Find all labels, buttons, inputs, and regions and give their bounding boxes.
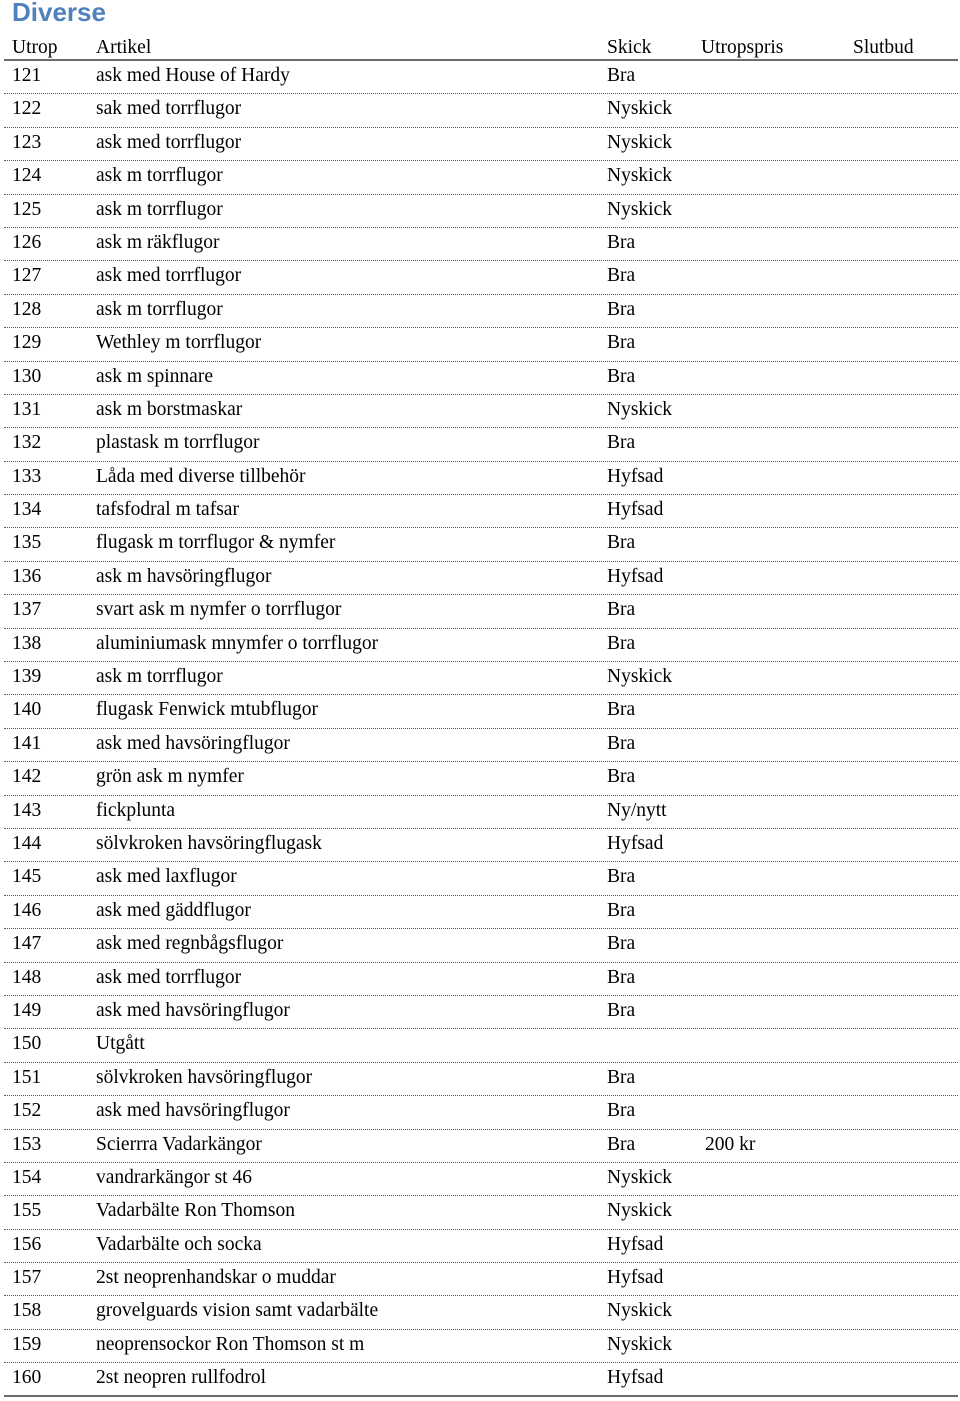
cell-utrop: 133 <box>12 465 42 487</box>
table-row <box>4 796 958 829</box>
cell-utrop: 127 <box>12 265 42 287</box>
cell-utrop: 151 <box>12 1066 42 1088</box>
cell-skick: Hyfsad <box>607 1233 664 1255</box>
cell-artikel: ask med regnbågsflugor <box>96 933 284 955</box>
cell-artikel: grovelguards vision samt vadarbälte <box>96 1300 379 1322</box>
cell-artikel: Scierrra Vadarkängor <box>96 1133 262 1155</box>
table-row <box>4 428 958 461</box>
cell-skick: Bra <box>607 432 636 454</box>
cell-artikel: ask med torrflugor <box>96 131 242 153</box>
cell-skick: Bra <box>607 899 636 921</box>
column-header-skick: Skick <box>607 37 652 58</box>
table-row <box>4 462 958 495</box>
table-row <box>4 862 958 895</box>
cell-skick: Bra <box>607 532 636 554</box>
column-header-utrop: Utrop <box>12 37 58 58</box>
cell-artikel: svart ask m nymfer o torrflugor <box>96 599 342 621</box>
table-row <box>4 729 958 762</box>
cell-artikel: 2st neopren rullfodrol <box>96 1367 267 1389</box>
cell-utrop: 159 <box>12 1333 42 1355</box>
cell-artikel: ask med torrflugor <box>96 966 242 988</box>
cell-utrop: 147 <box>12 933 42 955</box>
cell-utrop: 132 <box>12 432 42 454</box>
cell-utrop: 124 <box>12 165 42 187</box>
cell-skick: Nyskick <box>607 1300 672 1322</box>
cell-utrop: 156 <box>12 1233 42 1255</box>
cell-skick: Hyfsad <box>607 565 664 587</box>
table-row <box>4 1063 958 1096</box>
table-body <box>4 61 958 1397</box>
cell-artikel: flugask m torrflugor & nymfer <box>96 532 336 554</box>
cell-utrop: 153 <box>12 1133 42 1155</box>
cell-artikel: ask med havsöringflugor <box>96 1100 290 1122</box>
table-row <box>4 195 958 228</box>
cell-artikel: plastask m torrflugor <box>96 432 260 454</box>
cell-skick: Bra <box>607 265 636 287</box>
cell-utrop: 160 <box>12 1367 42 1389</box>
table-row <box>4 1196 958 1229</box>
cell-skick: Bra <box>607 599 636 621</box>
table-row <box>4 762 958 795</box>
cell-artikel: tafsfodral m tafsar <box>96 499 239 521</box>
cell-skick: Nyskick <box>607 398 672 420</box>
cell-utrop: 155 <box>12 1200 42 1222</box>
cell-artikel: Utgått <box>96 1033 145 1055</box>
cell-utrop: 140 <box>12 699 42 721</box>
cell-artikel: Vadarbälte och socka <box>96 1233 262 1255</box>
cell-utrop: 142 <box>12 766 42 788</box>
table-row <box>4 161 958 194</box>
cell-skick: Hyfsad <box>607 1267 664 1289</box>
table-row <box>4 662 958 695</box>
table-header <box>4 33 958 61</box>
table-row <box>4 228 958 261</box>
cell-artikel: neoprensockor Ron Thomson st m <box>96 1333 365 1355</box>
cell-skick: Hyfsad <box>607 1367 664 1389</box>
cell-skick: Bra <box>607 933 636 955</box>
cell-skick: Nyskick <box>607 131 672 153</box>
cell-skick: Bra <box>607 699 636 721</box>
cell-utrop: 136 <box>12 565 42 587</box>
cell-utrop: 139 <box>12 666 42 688</box>
cell-utrop: 135 <box>12 532 42 554</box>
column-header-utropspris: Utropspris <box>701 37 784 58</box>
cell-skick: Nyskick <box>607 1200 672 1222</box>
cell-skick: Bra <box>607 298 636 320</box>
cell-artikel: Låda med diverse tillbehör <box>96 465 306 487</box>
cell-utrop: 157 <box>12 1267 42 1289</box>
cell-utrop: 150 <box>12 1033 42 1055</box>
page-title: Diverse <box>12 0 106 27</box>
table-row <box>4 963 958 996</box>
table-row <box>4 362 958 395</box>
cell-artikel: sölvkroken havsöringflugor <box>96 1066 313 1088</box>
cell-artikel: ask med laxflugor <box>96 866 237 888</box>
table-row <box>4 94 958 127</box>
auction-table <box>4 33 958 1397</box>
cell-utropspris: 200 kr <box>705 1133 756 1155</box>
cell-artikel: ask med gäddflugor <box>96 899 251 921</box>
cell-utrop: 144 <box>12 832 42 854</box>
column-header-slutbud: Slutbud <box>853 37 914 58</box>
cell-skick: Hyfsad <box>607 499 664 521</box>
cell-artikel: sölvkroken havsöringflugask <box>96 832 322 854</box>
cell-artikel: ask med House of Hardy <box>96 65 290 86</box>
cell-artikel: ask m borstmaskar <box>96 398 243 420</box>
cell-utrop: 137 <box>12 599 42 621</box>
table-row <box>4 1029 958 1062</box>
cell-utrop: 123 <box>12 131 42 153</box>
table-row <box>4 395 958 428</box>
cell-skick: Bra <box>607 231 636 253</box>
cell-artikel: 2st neoprenhandskar o muddar <box>96 1267 336 1289</box>
cell-artikel: ask m räkflugor <box>96 231 220 253</box>
table-row <box>4 1330 958 1363</box>
table-row <box>4 896 958 929</box>
cell-skick: Bra <box>607 999 636 1021</box>
cell-skick: Bra <box>607 332 636 354</box>
cell-utrop: 145 <box>12 866 42 888</box>
cell-utrop: 143 <box>12 799 42 821</box>
cell-artikel: sak med torrflugor <box>96 98 242 120</box>
table-row <box>4 929 958 962</box>
cell-utrop: 148 <box>12 966 42 988</box>
cell-utrop: 128 <box>12 298 42 320</box>
cell-skick: Bra <box>607 1100 636 1122</box>
table-row <box>4 1363 958 1396</box>
cell-utrop: 149 <box>12 999 42 1021</box>
cell-utrop: 154 <box>12 1166 42 1188</box>
cell-artikel: ask m torrflugor <box>96 298 223 320</box>
table-row <box>4 495 958 528</box>
cell-artikel: aluminiumask mnymfer o torrflugor <box>96 632 379 654</box>
table-row <box>4 328 958 361</box>
cell-artikel: Vadarbälte Ron Thomson <box>96 1200 295 1222</box>
cell-utrop: 121 <box>12 65 42 86</box>
cell-utrop: 129 <box>12 332 42 354</box>
cell-skick: Bra <box>607 732 636 754</box>
table-row <box>4 595 958 628</box>
cell-artikel: ask m havsöringflugor <box>96 565 272 587</box>
cell-skick: Bra <box>607 966 636 988</box>
cell-artikel: ask med havsöringflugor <box>96 732 290 754</box>
cell-artikel: ask m torrflugor <box>96 666 223 688</box>
cell-utrop: 134 <box>12 499 42 521</box>
table-row <box>4 695 958 728</box>
cell-skick: Bra <box>607 1133 636 1155</box>
cell-skick: Bra <box>607 632 636 654</box>
cell-skick: Nyskick <box>607 1166 672 1188</box>
cell-artikel: grön ask m nymfer <box>96 766 244 788</box>
cell-utrop: 152 <box>12 1100 42 1122</box>
cell-utrop: 141 <box>12 732 42 754</box>
cell-utrop: 146 <box>12 899 42 921</box>
column-header-artikel: Artikel <box>96 37 152 58</box>
cell-utrop: 122 <box>12 98 42 120</box>
cell-artikel: ask m spinnare <box>96 365 213 387</box>
cell-skick: Bra <box>607 1066 636 1088</box>
table-row <box>4 1230 958 1263</box>
cell-skick: Bra <box>607 365 636 387</box>
table-row <box>4 1263 958 1296</box>
cell-utrop: 138 <box>12 632 42 654</box>
cell-utrop: 158 <box>12 1300 42 1322</box>
table-row <box>4 61 958 94</box>
cell-skick: Nyskick <box>607 1333 672 1355</box>
cell-artikel: ask m torrflugor <box>96 165 223 187</box>
cell-artikel: ask m torrflugor <box>96 198 223 220</box>
table-row <box>4 1096 958 1129</box>
table-row <box>4 996 958 1029</box>
table-row <box>4 1296 958 1329</box>
table-row <box>4 1130 958 1163</box>
cell-utrop: 125 <box>12 198 42 220</box>
cell-skick: Ny/nytt <box>607 799 667 821</box>
table-row <box>4 562 958 595</box>
table-row <box>4 1163 958 1196</box>
table-row <box>4 629 958 662</box>
cell-skick: Bra <box>607 866 636 888</box>
cell-artikel: flugask Fenwick mtubflugor <box>96 699 319 721</box>
cell-utrop: 131 <box>12 398 42 420</box>
cell-skick: Nyskick <box>607 98 672 120</box>
cell-utrop: 130 <box>12 365 42 387</box>
cell-artikel: vandrarkängor st 46 <box>96 1166 252 1188</box>
cell-skick: Bra <box>607 766 636 788</box>
cell-skick: Nyskick <box>607 198 672 220</box>
table-row <box>4 295 958 328</box>
cell-skick: Nyskick <box>607 165 672 187</box>
cell-skick: Hyfsad <box>607 465 664 487</box>
table-row <box>4 528 958 561</box>
cell-artikel: fickplunta <box>96 799 176 821</box>
cell-artikel: ask med torrflugor <box>96 265 242 287</box>
table-row <box>4 261 958 294</box>
cell-artikel: Wethley m torrflugor <box>96 332 262 354</box>
cell-utrop: 126 <box>12 231 42 253</box>
cell-artikel: ask med havsöringflugor <box>96 999 290 1021</box>
cell-skick: Bra <box>607 65 636 86</box>
cell-skick: Nyskick <box>607 666 672 688</box>
cell-skick: Hyfsad <box>607 832 664 854</box>
table-row <box>4 128 958 161</box>
table-row <box>4 829 958 862</box>
